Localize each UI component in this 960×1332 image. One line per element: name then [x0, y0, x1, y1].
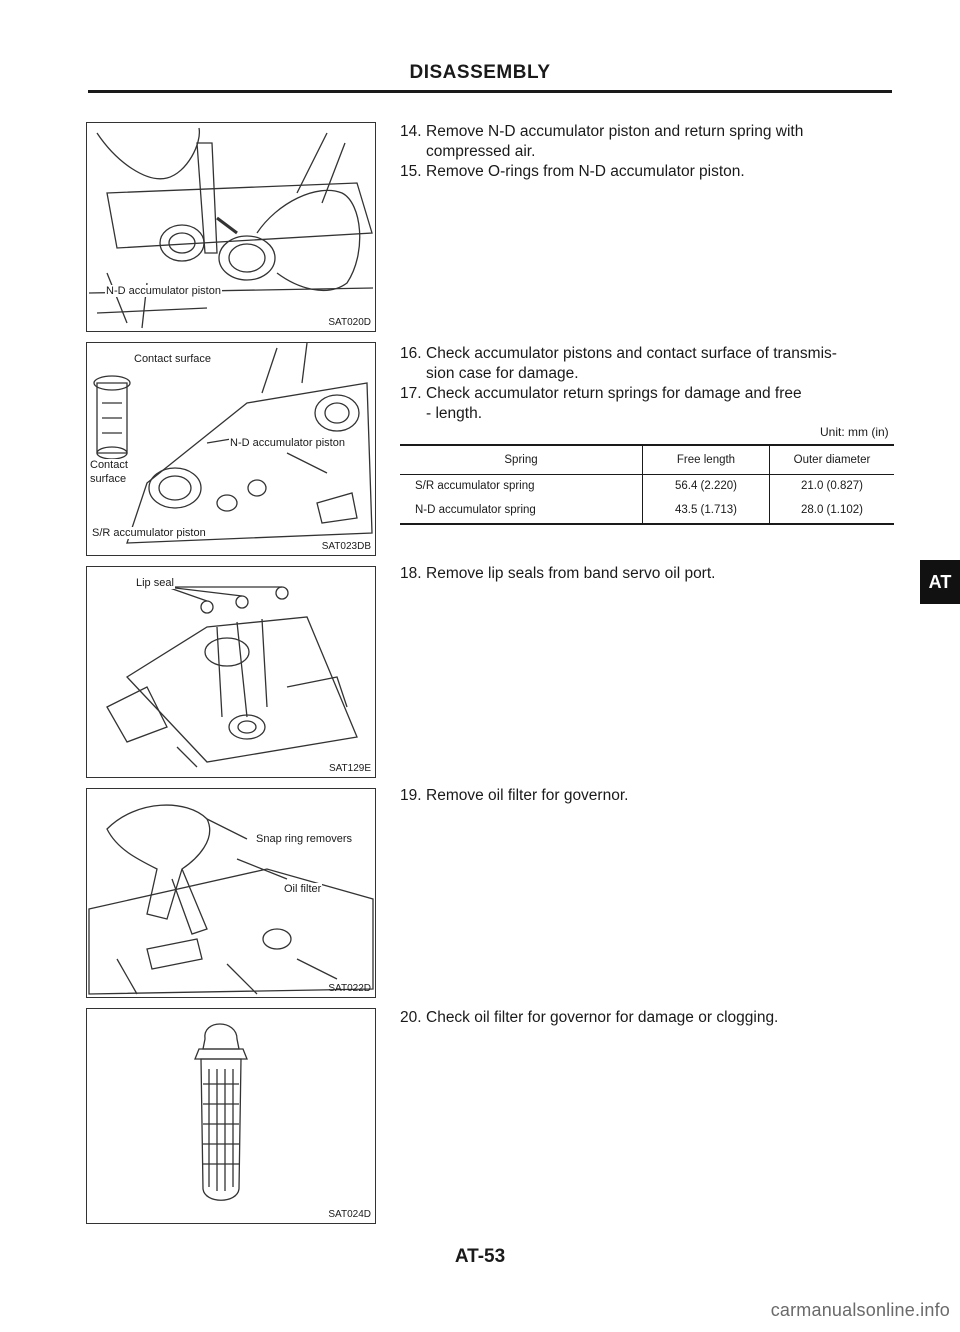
figure-illustration: [87, 789, 375, 997]
step-text: Check accumulator return springs for damage and free: [426, 385, 802, 402]
step-text: Check oil filter for governor for damage or clogging.: [426, 1009, 779, 1026]
table-row: [400, 497, 894, 524]
step-number: 16.: [400, 345, 422, 362]
figure-code: SAT024D: [328, 1209, 371, 1220]
figure-label: Oil filter: [284, 883, 322, 895]
spring-spec-table: [400, 444, 894, 525]
table-cell: 28.0 (1.102): [770, 497, 895, 524]
figure-label: Contact: [90, 459, 128, 471]
step-number: 18.: [400, 565, 422, 582]
table-cell: N-D accumulator spring: [400, 497, 643, 524]
figure-code: SAT022D: [328, 983, 371, 994]
figure-governor-oil-filter: [86, 1008, 376, 1224]
step-19: [400, 786, 895, 806]
step-text: compressed air.: [426, 143, 536, 160]
step-text: Check accumulator pistons and contact surface of transmis-: [426, 345, 837, 362]
figure-code: SAT129E: [328, 763, 371, 774]
figure-label: N-D accumulator piston: [230, 437, 345, 449]
figure-label: Contact surface: [134, 353, 212, 365]
step-number: 19.: [400, 787, 422, 804]
page-number: AT-53: [454, 1246, 506, 1267]
figure-label: surface: [90, 473, 127, 485]
table-header: Free length: [643, 445, 770, 475]
table-header: Outer diameter: [770, 445, 895, 475]
step-18: [400, 564, 895, 584]
step-number: 15.: [400, 163, 422, 180]
table-cell: S/R accumulator spring: [415, 480, 535, 492]
figure-label: Snap ring removers: [256, 833, 352, 845]
step-text: - length.: [426, 405, 483, 422]
figure-label: S/R accumulator piston: [92, 527, 206, 539]
figure-label: N-D accumulator piston: [106, 285, 221, 297]
step-text: Remove O-rings from N-D accumulator piston.: [426, 163, 745, 180]
step-number: 20.: [400, 1009, 422, 1026]
figure-contact-surface: [86, 342, 376, 556]
figure-oil-filter-removal: [86, 788, 376, 998]
table-unit: Unit: mm (in): [820, 425, 889, 439]
step-text: Remove oil filter for governor.: [426, 787, 629, 804]
table-header: Spring: [400, 445, 643, 475]
step-14: [400, 122, 895, 162]
section-tab-at[interactable]: AT: [920, 560, 960, 604]
figure-nd-piston-removal: [86, 122, 376, 332]
figure-illustration: [87, 1009, 375, 1223]
table-cell: 43.5 (1.713): [643, 497, 770, 524]
step-number: 17.: [400, 385, 422, 402]
step-15: [400, 162, 895, 182]
title-rule: [88, 90, 892, 93]
figure-label: Lip seal: [136, 577, 174, 589]
table-cell: 21.0 (0.827): [770, 475, 895, 498]
step-text: Remove N-D accumulator piston and return spring with: [426, 123, 804, 140]
figure-illustration: [87, 123, 375, 331]
watermark[interactable]: carmanualsonline.info: [770, 1300, 950, 1320]
figure-lip-seal: [86, 566, 376, 778]
figure-code: SAT020D: [328, 317, 371, 328]
table-row: [400, 475, 894, 498]
step-text: Remove lip seals from band servo oil port.: [426, 565, 716, 582]
table-cell: 56.4 (2.220): [643, 475, 770, 498]
figure-illustration: [87, 567, 375, 777]
figure-illustration: [87, 343, 375, 555]
step-20: [400, 1008, 895, 1028]
table-header-row: [400, 445, 894, 475]
step-number: 14.: [400, 123, 422, 140]
step-17: [400, 384, 895, 424]
page-title: DISASSEMBLY: [409, 62, 551, 83]
figure-code: SAT023DB: [321, 541, 371, 552]
step-text: sion case for damage.: [426, 365, 579, 382]
step-16: [400, 344, 895, 384]
